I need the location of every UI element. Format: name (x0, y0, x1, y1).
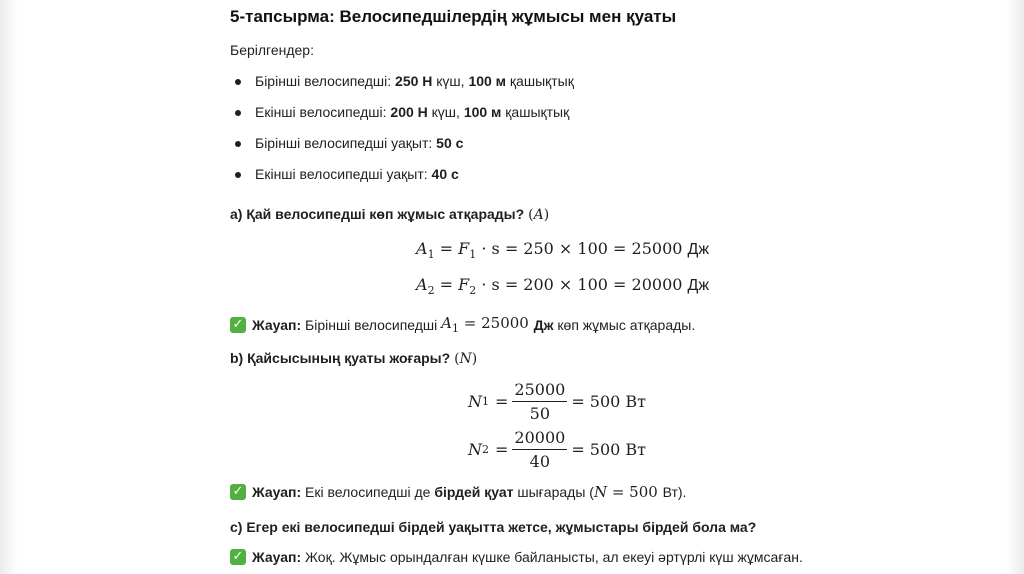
question-a-symbol: A (533, 207, 544, 223)
item-value: 50 с (436, 135, 464, 151)
answer-b-text-end: ). (677, 484, 687, 500)
task-title: 5-тапсырма: Велосипедшілердің жұмысы мен қуаты (230, 7, 677, 26)
answer-a-value: = 25000 (459, 314, 534, 332)
eq-b1-fraction (512, 380, 567, 423)
answer-c-text: . Жұмыс орындалған күшке байланысты, ал екеуі әртүрлі күш жұмсаған. (331, 549, 803, 565)
answer-a-text: Бірінші велосипедші (301, 316, 442, 333)
eq-b2-denominator: 40 (529, 452, 551, 471)
eq-a1-expr: · s = 250 × 100 = 25000 (481, 239, 683, 258)
question-b: b) Қайсысының қуаты жоғары? (N) (230, 350, 478, 367)
eq-b2-numerator: 20000 (512, 428, 567, 450)
bullet-icon (235, 110, 241, 116)
eq-a1-force: F (458, 239, 470, 258)
item-text: Бірінші велосипедші: (255, 73, 396, 89)
answer-b-text-mid: шығарады ( (513, 484, 594, 500)
answer-a-math: A (441, 314, 453, 332)
answer-a-unit: Дж (533, 316, 554, 333)
eq-a2-unit: Дж (687, 277, 710, 294)
item-value: 100 м (463, 104, 502, 120)
equation-a1: $A_1 = F_1 \cdot s = 250 \times 100 = 25000$ Дж (416, 239, 710, 262)
answer-c-label: Жауап: (252, 549, 302, 565)
answer-b-value: = 500 (607, 483, 663, 501)
equation-b2: N 2 = $\frac{20000}{40}$ = 500 Вт (468, 428, 646, 471)
item-text: Екінші велосипедші: (255, 104, 391, 120)
answer-b-label: Жауап: (252, 484, 302, 500)
item-value: 40 с (431, 166, 459, 182)
item-text: Бірінші велосипедші уақыт: (255, 135, 437, 151)
list-item (230, 104, 570, 120)
eq-a2-expr: · s = 200 × 100 = 20000 (481, 275, 683, 294)
eq-b1-denominator: 50 (529, 404, 551, 423)
equation-b1: N 1 = $\frac{25000}{50}$ = 500 Вт (468, 380, 646, 423)
item-value: 250 Н (395, 73, 433, 89)
eq-b1-lhs: N (468, 392, 482, 411)
eq-b1-result: = 500 (571, 392, 621, 411)
equation-a2: $A_2 = F_2 \cdot s = 200 \times 100 = 20000$ Дж (416, 275, 710, 298)
bullet-icon (235, 141, 241, 147)
answer-a (230, 314, 695, 335)
left-edge-shadow (0, 0, 18, 574)
eq-a1-unit: Дж (687, 241, 710, 258)
answer-b-math: N (593, 483, 608, 501)
eq-a2-lhs: A (416, 275, 428, 294)
bullet-icon (235, 79, 241, 85)
eq-a1-force-sub: 1 (469, 248, 477, 262)
question-c: c) Егер екі велосипедші бірдей уақытта жетсе, жұмыстары бірдей бола ма? (230, 519, 757, 535)
question-a-text: a) Қай велосипедші көп жұмыс атқарады? (230, 206, 525, 222)
list-item (230, 73, 574, 89)
item-text: күш, (432, 73, 469, 89)
eq-b2-fraction (512, 428, 567, 471)
answer-a-text-end: көп жұмыс атқарады. (553, 316, 696, 333)
eq-b1-numerator: 25000 (512, 380, 567, 402)
item-text: күш, (427, 104, 464, 120)
item-text: қашықтық (501, 104, 570, 120)
eq-a2-lhs-sub: 2 (427, 284, 435, 298)
answer-b (230, 483, 686, 501)
item-text: Екінші велосипедші уақыт: (255, 166, 432, 182)
eq-a1-lhs: A (416, 239, 428, 258)
eq-b2-lhs: N (468, 440, 482, 459)
eq-b2-unit: Вт (625, 440, 646, 459)
eq-b1-lhs-sub: 1 (482, 395, 489, 408)
bullet-icon (235, 172, 241, 178)
eq-b2-result: = 500 (571, 440, 621, 459)
answer-c (230, 549, 803, 565)
right-edge-shadow (1006, 0, 1024, 574)
check-icon: ✓ (230, 549, 246, 565)
eq-b1-unit: Вт (625, 392, 646, 411)
answer-b-text: Екі велосипедші де (301, 484, 435, 500)
item-text: қашықтық (506, 73, 574, 89)
answer-a-math-sub: 1 (452, 322, 460, 335)
answer-c-bold: Жоқ (305, 549, 332, 565)
eq-a2-force-sub: 2 (469, 284, 477, 298)
eq-b2-lhs-sub: 2 (482, 443, 489, 456)
eq-a1-lhs-sub: 1 (427, 248, 435, 262)
answer-a-label: Жауап: (252, 316, 302, 333)
check-icon: ✓ (230, 317, 246, 333)
question-a: a) Қай велосипедші көп жұмыс атқарады? (A) (230, 206, 550, 223)
question-b-text: b) Қайсысының қуаты жоғары? (230, 350, 451, 366)
item-value: 100 м (468, 73, 507, 89)
answer-b-unit: Вт (662, 484, 678, 500)
item-value: 200 Н (390, 104, 428, 120)
check-icon: ✓ (230, 484, 246, 500)
given-label: Берілгендер: (230, 42, 314, 58)
answer-b-bold: бірдей қуат (434, 484, 514, 500)
list-item (230, 135, 464, 151)
eq-a2-force: F (458, 275, 470, 294)
question-b-symbol: N (459, 351, 472, 367)
list-item (230, 166, 459, 182)
